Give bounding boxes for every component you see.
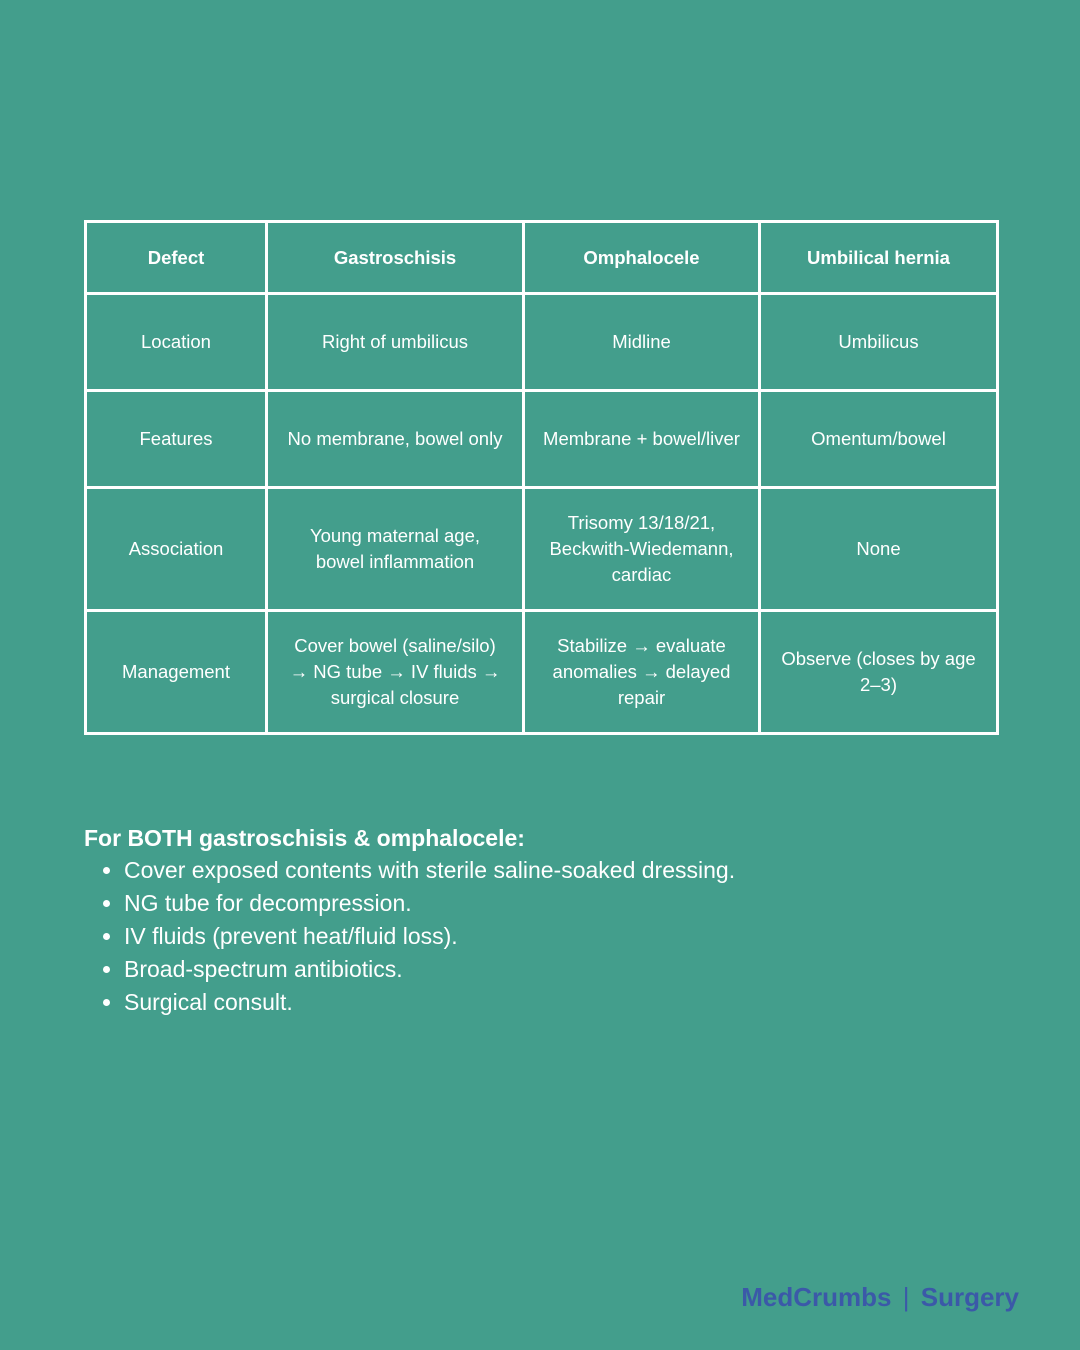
table-header-row — [86, 222, 998, 294]
table-row-management — [86, 611, 998, 734]
header-gastroschisis: Gastroschisis — [267, 222, 524, 294]
list-item: • NG tube for decompression. — [124, 887, 984, 920]
cell-omphalocele-features: Membrane + bowel/liver — [524, 391, 760, 488]
brand-name: MedCrumbs — [741, 1282, 892, 1312]
notes-list — [84, 854, 984, 1019]
cell-umbilical-hernia-association: None — [760, 488, 998, 611]
notes-heading: For BOTH gastroschisis & omphalocele: — [84, 825, 525, 851]
header-defect: Defect — [86, 222, 267, 294]
cell-omphalocele-association: Trisomy 13/18/21, Beckwith-Wiedemann, cardiac — [524, 488, 760, 611]
list-item: • Surgical consult. — [124, 986, 984, 1019]
header-omphalocele: Omphalocele — [524, 222, 760, 294]
table-row-features — [86, 391, 998, 488]
comparison-table-container — [84, 220, 996, 735]
row-label-association: Association — [86, 488, 267, 611]
table-row-location — [86, 294, 998, 391]
table-row-association — [86, 488, 998, 611]
cell-gastroschisis-management: Cover bowel (saline/silo) → NG tube → IV fluids → surgical closure — [267, 611, 524, 734]
brand-separator: | — [902, 1282, 910, 1312]
cell-omphalocele-location: Midline — [524, 294, 760, 391]
brand-section: Surgery — [920, 1282, 1019, 1312]
cell-gastroschisis-association: Young maternal age, bowel inflammation — [267, 488, 524, 611]
list-item: • IV fluids (prevent heat/fluid loss). — [124, 920, 984, 953]
comparison-table — [84, 220, 999, 735]
cell-umbilical-hernia-features: Omentum/bowel — [760, 391, 998, 488]
cell-umbilical-hernia-location: Umbilicus — [760, 294, 998, 391]
brand-signature — [741, 1282, 1019, 1313]
cell-umbilical-hernia-management: Observe (closes by age 2–3) — [760, 611, 998, 734]
cell-gastroschisis-features: No membrane, bowel only — [267, 391, 524, 488]
cell-omphalocele-management: Stabilize → evaluate anomalies → delayed repair — [524, 611, 760, 734]
header-umbilical-hernia: Umbilical hernia — [760, 222, 998, 294]
row-label-location: Location — [86, 294, 267, 391]
list-item: • Broad-spectrum antibiotics. — [124, 953, 984, 986]
row-label-features: Features — [86, 391, 267, 488]
cell-gastroschisis-location: Right of umbilicus — [267, 294, 524, 391]
list-item: • Cover exposed contents with sterile saline-soaked dressing. — [124, 854, 984, 887]
row-label-management: Management — [86, 611, 267, 734]
shared-management-notes — [84, 822, 984, 1019]
